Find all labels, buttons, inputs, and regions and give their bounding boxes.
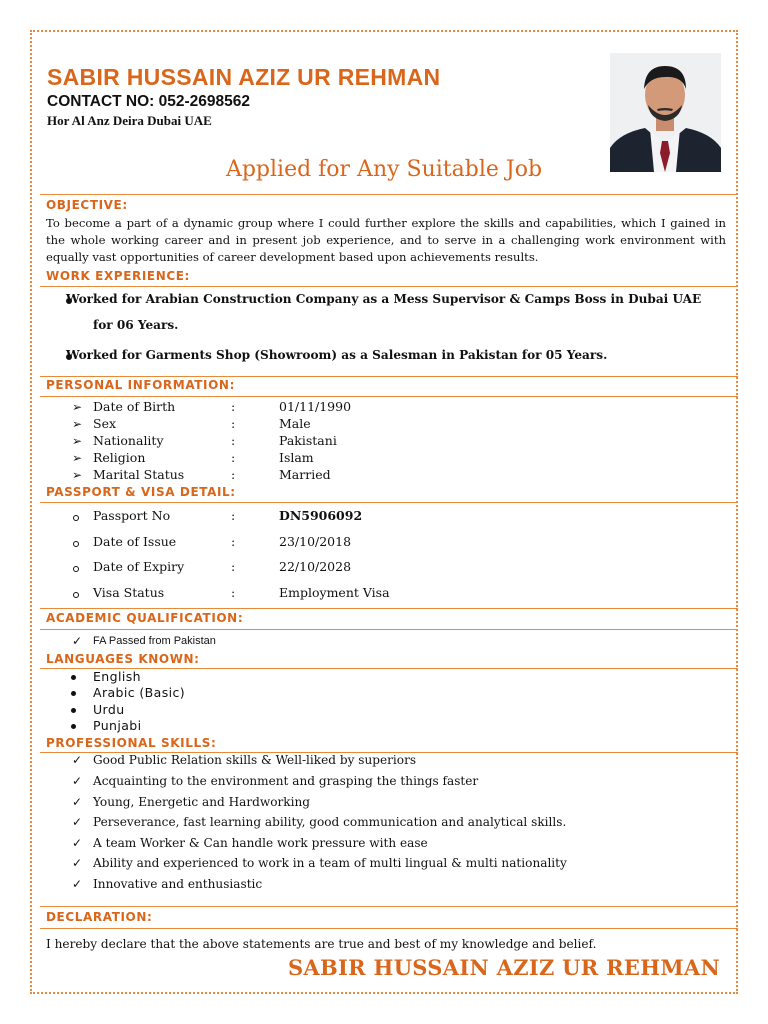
separator: :	[231, 399, 236, 414]
check-icon: ✓	[72, 877, 83, 891]
divider	[40, 396, 738, 397]
skill-item: Innovative and enthusiastic	[93, 877, 263, 891]
personal-label-marital: Marital Status	[93, 467, 185, 482]
personal-label-sex: Sex	[93, 416, 117, 431]
bullet-icon	[71, 691, 76, 696]
check-icon: ✓	[72, 836, 83, 850]
candidate-name: SABIR HUSSAIN AZIZ UR REHMAN	[47, 64, 441, 90]
personal-info-heading: PERSONAL INFORMATION:	[46, 378, 235, 392]
arrow-right-icon: ➢	[72, 468, 83, 482]
passport-value-number: DN5906092	[279, 508, 363, 523]
passport-label-visa: Visa Status	[93, 585, 165, 600]
passport-label-expiry: Date of Expiry	[93, 559, 185, 574]
check-icon: ✓	[72, 856, 83, 870]
arrow-right-icon: ➢	[72, 417, 83, 431]
circle-icon	[73, 566, 79, 572]
personal-value-marital: Married	[279, 467, 331, 482]
academic-heading: ACADEMIC QUALIFICATION:	[46, 611, 244, 625]
arrow-right-icon: ➢	[72, 434, 83, 448]
check-icon: ✓	[72, 795, 83, 809]
arrow-right-icon: ➢	[72, 451, 83, 465]
circle-icon	[73, 592, 79, 598]
bullet-icon	[71, 724, 76, 729]
separator: :	[231, 585, 236, 600]
circle-icon	[73, 541, 79, 547]
passport-label-number: Passport No	[93, 508, 171, 523]
check-icon: ✓	[72, 753, 83, 767]
skills-heading: PROFESSIONAL SKILLS:	[46, 736, 217, 750]
declaration-heading: DECLARATION:	[46, 910, 153, 924]
personal-value-dob: 01/11/1990	[279, 399, 352, 414]
passport-label-issue: Date of Issue	[93, 534, 177, 549]
personal-label-religion: Religion	[93, 450, 146, 465]
check-icon: ✓	[72, 815, 83, 829]
skill-item: Ability and experienced to work in a team of multi lingual & multi nationality	[93, 856, 567, 870]
profile-photo-illustration	[610, 53, 721, 172]
separator: :	[231, 433, 236, 448]
divider	[40, 608, 738, 609]
separator: :	[231, 559, 236, 574]
divider	[40, 286, 738, 287]
divider	[40, 668, 738, 669]
divider	[40, 502, 738, 503]
personal-label-nationality: Nationality	[93, 433, 164, 448]
separator: :	[231, 416, 236, 431]
declaration-text: I hereby declare that the above statements are true and best of my knowledge and belief.	[46, 937, 597, 951]
passport-heading: PASSPORT & VISA DETAIL:	[46, 485, 236, 499]
divider	[40, 194, 738, 195]
divider	[40, 376, 738, 377]
arrow-right-icon: ➢	[72, 400, 83, 414]
personal-value-nationality: Pakistani	[279, 433, 337, 448]
separator: :	[231, 467, 236, 482]
objective-text: To become a part of a dynamic group where I could further explore the skills and capabilities, which I gained in the whole working career and in present job experience, and to serve in a challenging work environment with equally vast opportunities of career development based upon achievements results.	[46, 216, 726, 264]
work-experience-heading: WORK EXPERIENCE:	[46, 269, 190, 283]
bullet-icon	[71, 708, 76, 713]
language-item: Urdu	[93, 702, 125, 717]
check-icon: ✓	[72, 774, 83, 788]
personal-label-dob: Date of Birth	[93, 399, 176, 414]
separator: :	[231, 508, 236, 523]
address: Hor Al Anz Deira Dubai UAE	[47, 113, 212, 128]
passport-value-expiry: 22/10/2028	[279, 559, 352, 574]
work-item-2: Worked for Garments Shop (Showroom) as a Salesman in Pakistan for 05 Years.	[66, 348, 608, 362]
skill-item: Young, Energetic and Hardworking	[93, 795, 311, 809]
language-item: Punjabi	[93, 718, 142, 733]
separator: :	[231, 534, 236, 549]
personal-value-religion: Islam	[279, 450, 314, 465]
divider	[40, 906, 738, 907]
personal-value-sex: Male	[279, 416, 311, 431]
check-icon: ✓	[72, 634, 83, 648]
circle-icon	[73, 515, 79, 521]
divider	[40, 629, 738, 630]
applied-for-title: Applied for Any Suitable Job	[225, 157, 543, 182]
passport-value-issue: 23/10/2018	[279, 534, 352, 549]
work-item-1: Worked for Arabian Construction Company as a Mess Supervisor & Camps Boss in Dubai UAE	[66, 292, 702, 306]
objective-heading: OBJECTIVE:	[46, 198, 128, 212]
bullet-icon	[71, 675, 76, 680]
divider	[40, 928, 738, 929]
academic-item: FA Passed from Pakistan	[93, 635, 216, 647]
separator: :	[231, 450, 236, 465]
profile-photo	[610, 53, 721, 172]
passport-value-visa: Employment Visa	[279, 585, 390, 600]
languages-heading: LANGUAGES KNOWN:	[46, 652, 200, 666]
language-item: Arabic (Basic)	[93, 685, 186, 700]
skill-item: Good Public Relation skills & Well-liked by superiors	[93, 753, 417, 767]
skill-item: Perseverance, fast learning ability, good communication and analytical skills.	[93, 815, 567, 829]
skill-item: Acquainting to the environment and grasping the things faster	[93, 774, 479, 788]
skill-item: A team Worker & Can handle work pressure with ease	[93, 836, 428, 850]
contact-number: CONTACT NO: 052-2698562	[47, 93, 251, 110]
signature-name: SABIR HUSSAIN AZIZ UR REHMAN	[287, 955, 720, 980]
work-item-1-continued: for 06 Years.	[93, 318, 179, 332]
language-item: English	[93, 669, 141, 684]
